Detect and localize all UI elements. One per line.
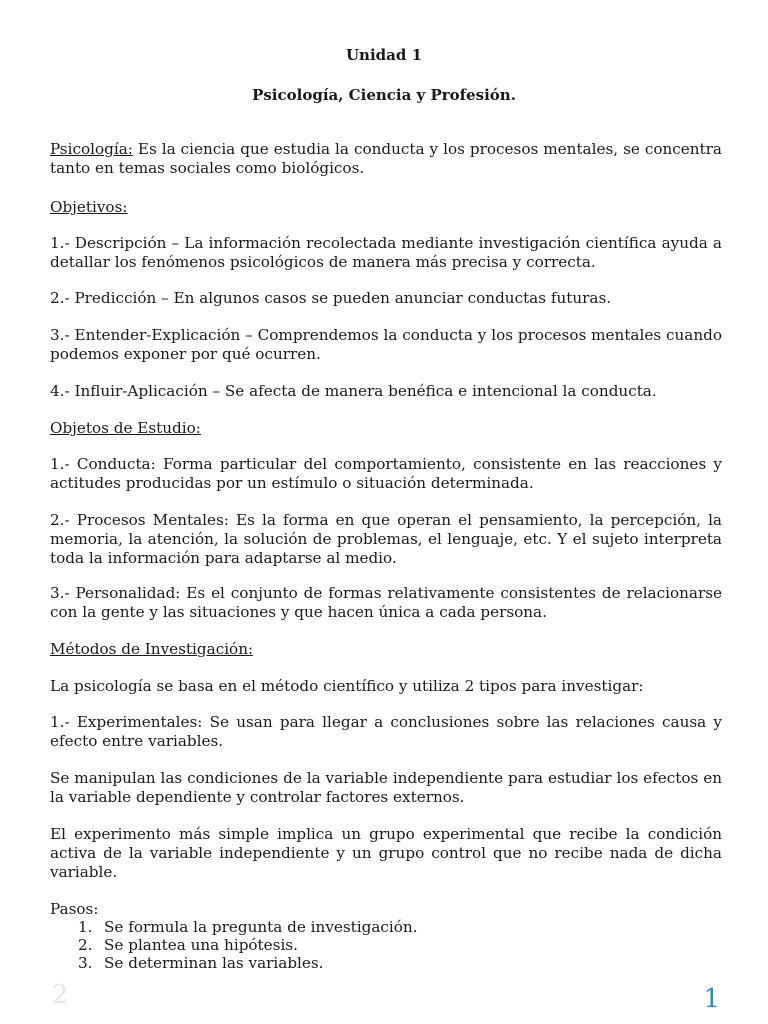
objetos-heading: Objetos de Estudio: bbox=[50, 419, 201, 437]
paso-item: 1. Se formula la pregunta de investigación. bbox=[78, 918, 418, 936]
objeto-item-3: 3.- Personalidad: Es el conjunto de formas relativamente consistentes de relacionarse con la gente y las situaciones y que hacen única a cada persona. bbox=[50, 584, 722, 621]
pasos-heading: Pasos: bbox=[50, 900, 99, 918]
psicologia-text: Es la ciencia que estudia la conducta y los procesos mentales, se concentra tanto en temas sociales como biológicos. bbox=[50, 140, 722, 177]
bleed-through-page-number: 2 bbox=[52, 980, 69, 1010]
page-number: 1 bbox=[703, 984, 720, 1014]
pasos-list bbox=[78, 918, 418, 972]
unit-heading: Unidad 1 bbox=[345, 46, 423, 64]
objetivo-item-2: 2.- Predicción – En algunos casos se pueden anunciar conductas futuras. bbox=[50, 289, 612, 307]
paso-item: 3. Se determinan las variables. bbox=[78, 954, 324, 972]
objetivos-heading: Objetivos: bbox=[50, 198, 128, 216]
metodos-manipulan: Se manipulan las condiciones de la variable independiente para estudiar los efectos en la variable dependiente y controlar factores externos. bbox=[50, 769, 722, 806]
objetivo-item-1: 1.- Descripción – La información recolectada mediante investigación científica ayuda a detallar los fenómenos psicológicos de manera más precisa y correcta. bbox=[50, 234, 722, 271]
objeto-item-1: 1.- Conducta: Forma particular del comportamiento, consistente en las reacciones y actitudes producidas por un estímulo o situación determinada. bbox=[50, 455, 722, 492]
metodos-heading: Métodos de Investigación: bbox=[50, 640, 254, 658]
psicologia-definition bbox=[50, 140, 722, 178]
psicologia-label: Psicología: bbox=[50, 140, 133, 158]
paso-item: 2. Se plantea una hipótesis. bbox=[78, 936, 298, 954]
metodos-experimento: El experimento más simple implica un grupo experimental que recibe la condición activa de la variable independiente y un grupo control que no recibe nada de dicha variable. bbox=[50, 825, 722, 881]
page-title: Psicología, Ciencia y Profesión. bbox=[252, 86, 516, 104]
objetivo-item-3: 3.- Entender-Explicación – Comprendemos la conducta y los procesos mentales cuando podemos exponer por qué ocurren. bbox=[50, 326, 722, 363]
objeto-item-2: 2.- Procesos Mentales: Es la forma en que operan el pensamiento, la percepción, la memoria, la atención, la solución de problemas, el lenguaje, etc. Y el sujeto interpreta toda la información para adaptarse al medio. bbox=[50, 511, 722, 567]
metodos-intro: La psicología se basa en el método científico y utiliza 2 tipos para investigar: bbox=[50, 677, 644, 695]
metodos-experimentales: 1.- Experimentales: Se usan para llegar a conclusiones sobre las relaciones causa y efecto entre variables. bbox=[50, 713, 722, 750]
objetivo-item-4: 4.- Influir-Aplicación – Se afecta de manera benéfica e intencional la conducta. bbox=[50, 382, 657, 400]
